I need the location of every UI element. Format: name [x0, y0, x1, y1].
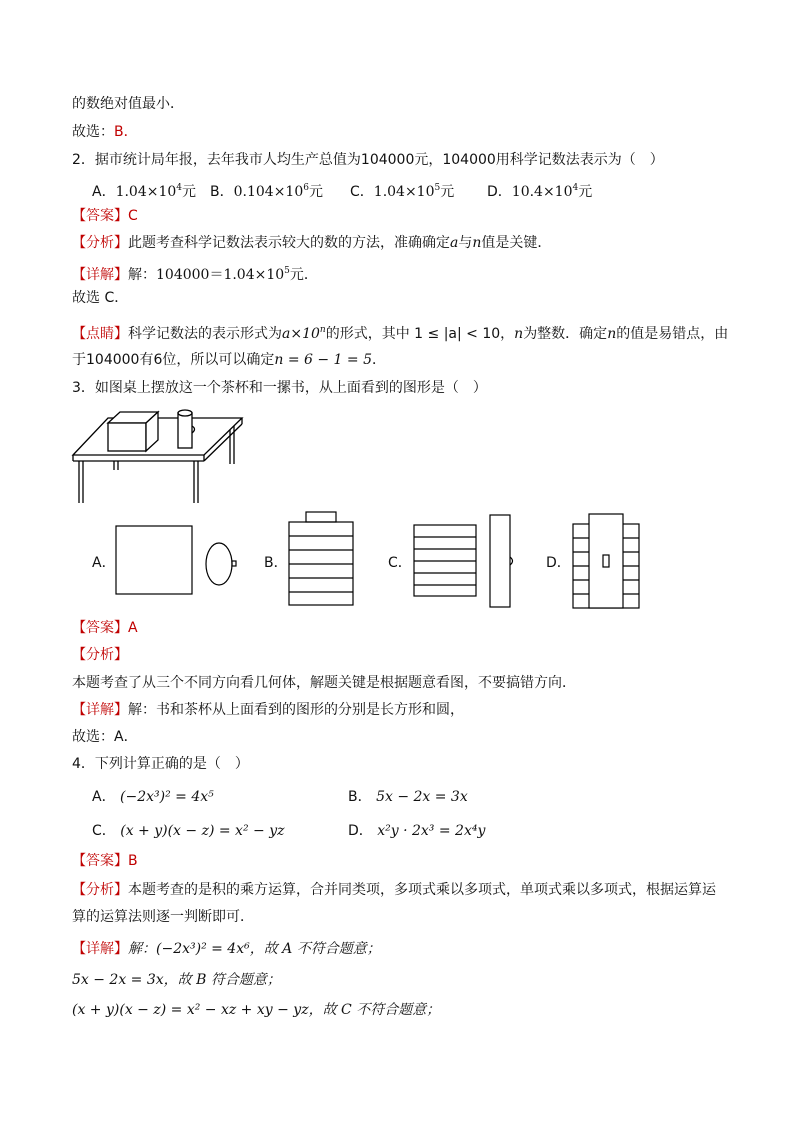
tip-line: 【点睛】科学记数法的表示形式为$a\times 10^n$的形式，其中 1 ≤ |a| < 10，n为整数．确定n的值是易错点，由 [72, 325, 729, 342]
answer-value: A [128, 620, 138, 636]
option-c-figure [411, 512, 521, 610]
analysis-tag: 【分析】 [72, 882, 128, 898]
q4-option-a: A． (−2x³)² = 4x⁵ [92, 789, 214, 805]
tip-tag: 【点睛】 [72, 326, 128, 342]
option-d-figure [570, 512, 642, 610]
analysis-tag-line [72, 645, 128, 665]
detail-tag: 【详解】 [72, 267, 128, 283]
analysis-line-2: 算的运算法则逐一判断即可． [72, 909, 254, 925]
answer-tag: 【答案】 [72, 853, 128, 869]
option-a: A．$1.04\times 10^4$元 [92, 183, 197, 200]
q4-option-d: D． x²y · 2x³ = 2x⁴y [348, 823, 486, 839]
text-line: 的数绝对值最小． [72, 96, 184, 112]
text-line: 故选 C． [72, 290, 129, 306]
analysis-line: 【分析】此题考查科学记数法表示较大的数的方法，准确确定a与n值是关键． [72, 235, 552, 251]
answer-value: B． [114, 124, 138, 140]
option-d: D．$10.4\times 10^4$元 [487, 183, 593, 200]
answer-value: C [128, 208, 138, 224]
detail-line-2: 5x − 2x = 3x，故 B 符合题意； [72, 972, 281, 988]
answer-line [72, 851, 138, 871]
option-b-figure [287, 510, 355, 610]
analysis-text: 本题考查了从三个不同方向看几何体，解题关键是根据题意看图，不要搞错方向． [72, 675, 576, 691]
text-line: 故选：A． [72, 729, 138, 745]
detail-line: 【详解】解：书和茶杯从上面看到的图形的分别是长方形和圆， [72, 702, 464, 718]
option-c: C．$1.04\times 10^5$元 [350, 183, 455, 200]
option-d-label: D． [546, 555, 571, 571]
analysis-tag: 【分析】 [72, 647, 128, 663]
question-2: 2．据市统计局年报，去年我市人均生产总值为104000元，104000用科学记数法表示为（ ） [72, 152, 664, 168]
option-c-label: C． [388, 555, 412, 571]
option-b: B．$0.104\times 10^6$元 [210, 183, 323, 200]
detail-tag: 【详解】 [72, 702, 128, 718]
option-a-figure [115, 524, 245, 596]
answer-tag: 【答案】 [72, 208, 128, 224]
answer-line [72, 206, 138, 226]
option-a-label: A． [92, 555, 116, 571]
q4-option-c: C． (x + y)(x − z) = x² − yz [92, 823, 285, 839]
answer-tag: 【答案】 [72, 620, 128, 636]
text-line [72, 122, 138, 142]
q4-option-b: B． 5x − 2x = 3x [348, 789, 468, 805]
question-4: 4．下列计算正确的是（ ） [72, 756, 249, 772]
detail-tag: 【详解】 [72, 941, 128, 957]
option-b-label: B． [264, 555, 288, 571]
detail-line: 【详解】解：(−2x³)² = 4x⁶，故 A 不符合题意； [72, 941, 381, 957]
analysis-tag: 【分析】 [72, 235, 128, 251]
detail-line: 【详解】解：$104000=1.04\times 10^5$元． [72, 266, 318, 283]
answer-line [72, 618, 138, 638]
table-figure [70, 402, 245, 507]
question-3: 3．如图桌上摆放这一个茶杯和一摞书，从上面看到的图形是（ ） [72, 380, 487, 396]
answer-value: B [128, 853, 138, 869]
analysis-line: 【分析】本题考查的是积的乘方运算，合并同类项，多项式乘以多项式，单项式乘以多项式，根据运算运 [72, 882, 716, 898]
label: 故选： [72, 124, 114, 140]
detail-line-3: (x + y)(x − z) = x² − xz + xy − yz，故 C 不符合题意； [72, 1002, 441, 1018]
tip-line-2: 于104000有6位，所以可以确定n = 6 − 1 = 5． [72, 352, 386, 368]
